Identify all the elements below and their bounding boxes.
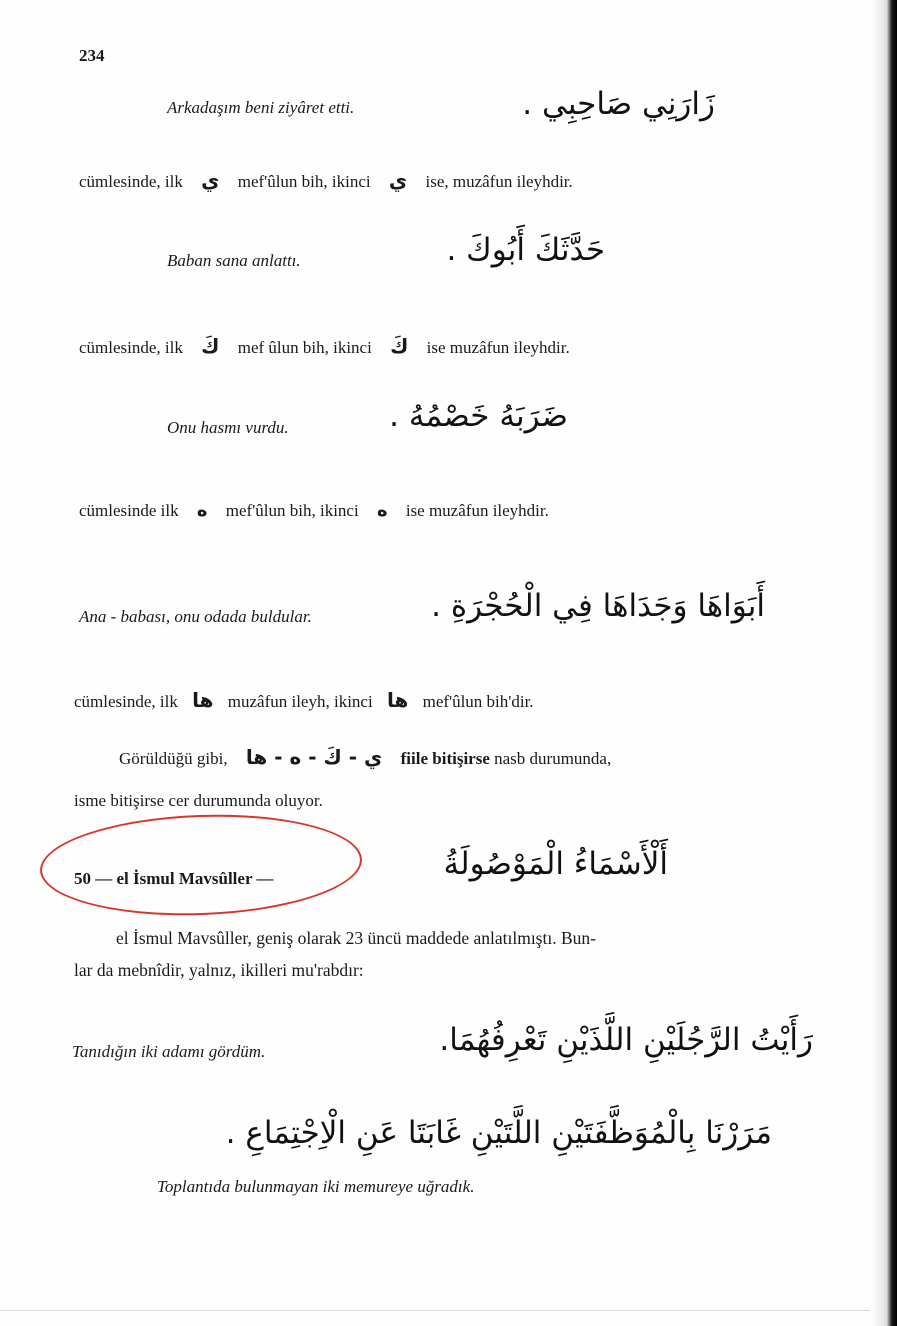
example-2-translation: Baban sana anlattı. <box>167 251 301 270</box>
note-text: ikinci <box>331 172 371 191</box>
section-paragraph-line-1: el İsmul Mavsûller, geniş olarak 23 üncü maddede anlatılmıştı. Bun- <box>116 928 596 948</box>
note-text: mef ûlun bih, <box>237 338 329 357</box>
arabic-letter: كَ <box>390 334 409 358</box>
example-2-arabic: حَدَّثَكَ أَبُوكَ . <box>446 232 605 268</box>
example-1-translation: Arkadaşım beni ziyâret etti. <box>167 98 355 117</box>
example-4-arabic: أَبَوَاهَا وَجَدَاهَا فِي الْحُجْرَةِ . <box>431 588 765 624</box>
arabic-letter: ه <box>376 500 388 521</box>
summary-text: nasb durumunda, <box>494 749 612 768</box>
note-text: cümlesinde, ilk <box>79 338 183 357</box>
example-5-translation: Tanıdığın iki adamı gördüm. <box>72 1042 266 1061</box>
summary-line-2: isme bitişirse cer durumunda oluyor. <box>74 791 323 810</box>
note-text: ikinci <box>333 692 373 711</box>
example-1-note <box>79 170 573 190</box>
note-text: mef'ûlun bih'dir. <box>422 692 534 711</box>
arabic-letter: ي <box>201 168 220 192</box>
example-5-arabic: رَأَيْتُ الرَّجُلَيْنِ اللَّذَيْنِ تَعْرِفُهُمَا. <box>439 1022 813 1058</box>
arabic-letter: ها <box>192 688 214 712</box>
example-3-note <box>79 502 549 520</box>
page-number: 234 <box>79 46 105 65</box>
arabic-pronouns: ي - كَ - ه - ها <box>245 745 383 769</box>
example-6-arabic: مَرَرْنَا بِالْمُوَظَّفَتَيْنِ اللَّتَيْنِ غَابَتَا عَنِ الْاِجْتِمَاعِ . <box>225 1115 772 1151</box>
example-6-translation: Toplantıda bulunmayan iki memureye uğradık. <box>157 1177 475 1196</box>
note-text: cümlesinde, ilk <box>79 172 183 191</box>
example-1-arabic: زَارَنِي صَاحِبِي . <box>522 86 715 122</box>
note-text: muzâfun ileyh, <box>227 692 330 711</box>
arabic-letter: ها <box>386 688 409 712</box>
example-4-translation: Ana - babası, onu odada buldular. <box>79 607 312 626</box>
page-edge-shadow <box>872 0 880 1326</box>
summary-text: Görüldüğü gibi, <box>119 749 228 768</box>
note-text: ikinci <box>333 338 372 357</box>
arabic-letter: ي <box>388 168 408 192</box>
note-text: ise muzâfun ileyhdir. <box>426 338 570 357</box>
note-text: ise muzâfun ileyhdir. <box>405 501 549 520</box>
arabic-letter: ه <box>196 500 208 521</box>
example-3-translation: Onu hasmı vurdu. <box>167 418 289 437</box>
book-spine-edge <box>880 0 897 1326</box>
note-text: ise, muzâfun ileyhdir. <box>425 172 573 191</box>
example-2-note <box>79 336 570 356</box>
note-text: mef'ûlun bih, <box>225 501 316 520</box>
summary-line-1 <box>119 747 611 767</box>
red-annotation-circle <box>38 809 363 920</box>
section-paragraph-line-2: lar da mebnîdir, yalnız, ikilleri mu'rabdır: <box>74 960 364 980</box>
section-heading: 50 — el İsmul Mavsûller — <box>74 869 274 888</box>
note-text: cümlesinde ilk <box>79 501 179 520</box>
example-4-note <box>74 690 534 710</box>
note-text: cümlesinde, ilk <box>74 692 178 711</box>
summary-bold: fiile bitişirse <box>400 749 490 768</box>
note-text: ikinci <box>319 501 359 520</box>
scan-line <box>0 1310 870 1311</box>
section-heading-arabic: أَلْأَسْمَاءُ الْمَوْصُولَةُ <box>443 846 668 882</box>
example-3-arabic: ضَرَبَهُ خَصْمُهُ . <box>389 398 568 434</box>
note-text: mef'ûlun bih, <box>237 172 328 191</box>
arabic-letter: كَ <box>201 334 220 358</box>
